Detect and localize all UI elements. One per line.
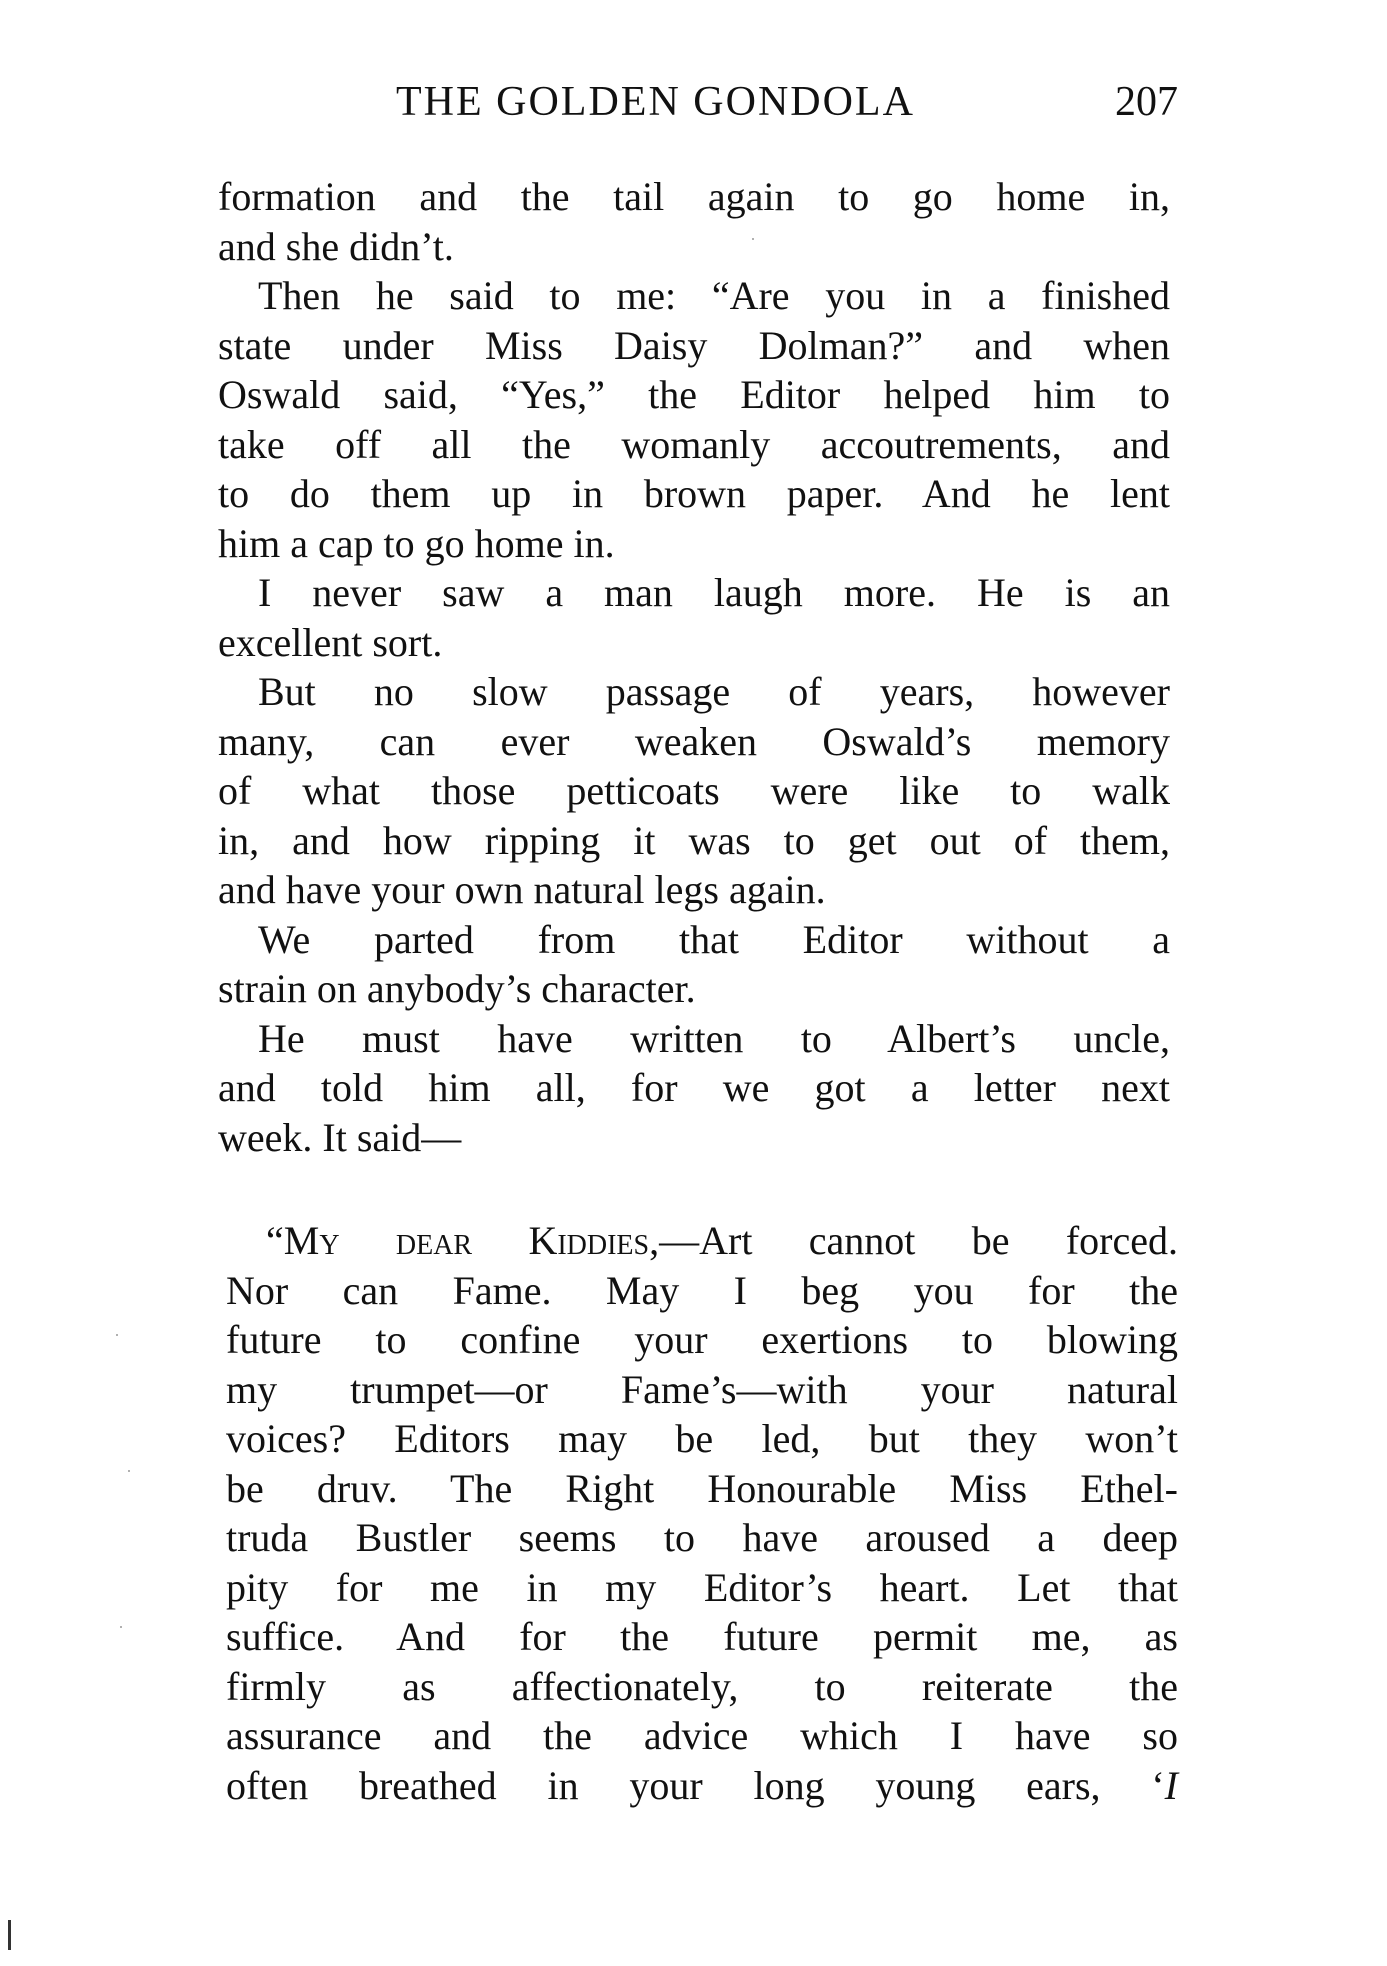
- text-line: But no slow passage of years, however: [258, 669, 1170, 714]
- scan-edge-mark: [8, 1920, 11, 1950]
- text-line: and told him all, for we got a letter next: [218, 1065, 1170, 1110]
- scan-speck: [120, 1626, 122, 1628]
- letter-line: future to confine your exertions to blowing: [226, 1317, 1178, 1362]
- quoted-letter: [226, 1216, 1178, 1810]
- text-line: formation and the tail again to go home in,: [218, 174, 1170, 219]
- letter-line: voices? Editors may be led, but they won’t: [226, 1416, 1178, 1461]
- text-line: We parted from that Editor without a: [258, 916, 1170, 962]
- letter-line: pity for me in my Editor’s heart. Let that: [226, 1564, 1178, 1610]
- letter-first-line: [226, 1216, 1178, 1266]
- text-line: many, can ever weaken Oswald’s memory: [218, 718, 1170, 764]
- text-line: He must have written to Albert’s uncle,: [258, 1015, 1170, 1061]
- running-title: THE GOLDEN GONDOLA: [396, 79, 915, 125]
- text-line: take off all the womanly accoutrements, and: [218, 421, 1170, 467]
- letter-line: Nor can Fame. May I beg you for the: [226, 1267, 1178, 1313]
- letter-line: assurance and the advice which I have so: [226, 1713, 1178, 1758]
- letter-line: suffice. And for the future permit me, as: [226, 1614, 1178, 1659]
- text-line: to do them up in brown paper. And he lent: [218, 471, 1170, 516]
- letter-salutation: “My dear Kiddies,: [266, 1218, 660, 1263]
- letter-line: firmly as affectionately, to reiterate the: [226, 1663, 1178, 1709]
- letter-last-line-italic: I: [1164, 1762, 1178, 1808]
- text-line: I never saw a man laugh more. He is an: [258, 570, 1170, 615]
- letter-line: truda Bustler seems to have aroused a deep: [226, 1515, 1178, 1560]
- scan-speck: [116, 1334, 118, 1336]
- text-line: state under Miss Daisy Dolman?” and when: [218, 322, 1170, 368]
- letter-line: be druv. The Right Honourable Miss Ethel-: [226, 1465, 1178, 1511]
- text-line: excellent sort.: [218, 619, 443, 665]
- text-line: in, and how ripping it was to get out of them,: [218, 817, 1170, 863]
- text-line: Then he said to me: “Are you in a finished: [258, 273, 1170, 318]
- scan-speck: [752, 238, 754, 240]
- text-line: week. It said—: [218, 1114, 462, 1160]
- letter-first-line-text: —Art cannot be forced.: [659, 1218, 1178, 1263]
- letter-line: my trumpet—or Fame’s—with your natural: [226, 1366, 1178, 1412]
- letter-last-line-text: often breathed in your long young ears, ‘: [226, 1762, 1165, 1808]
- scan-speck: [128, 1470, 130, 1472]
- text-line: and have your own natural legs again.: [218, 867, 826, 912]
- text-line: and she didn’t.: [218, 223, 454, 269]
- letter-last-line: [226, 1761, 1178, 1811]
- text-line: Oswald said, “Yes,” the Editor helped him to: [218, 372, 1170, 417]
- body-text: [218, 172, 1170, 1162]
- text-line: him a cap to go home in.: [218, 520, 615, 566]
- text-line: strain on anybody’s character.: [218, 966, 696, 1011]
- page-number: 207: [1115, 79, 1178, 125]
- page-header: [218, 72, 1178, 132]
- text-line: of what those petticoats were like to walk: [218, 768, 1170, 813]
